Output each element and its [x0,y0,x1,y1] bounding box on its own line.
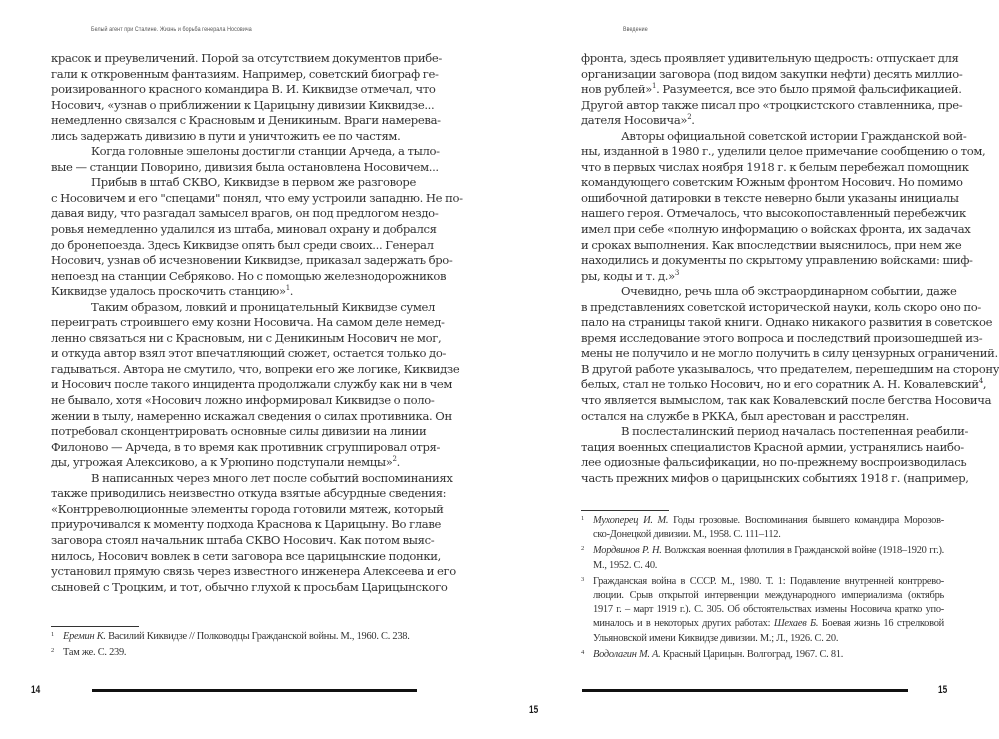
line-text: находились и документы по скрытому управлению войсками: шиф- [581,253,973,268]
text-line [51,206,439,222]
text-line [51,564,456,580]
footnote [51,646,416,660]
footer-rule-left [92,689,417,692]
line-text: нилось, Носович вовлек в сети заговора все царицынские подонки, [51,548,442,563]
line-text: Носович, узнав об исчезновении Киквидзе, приказал задержать бро- [51,253,453,268]
footnote [581,544,944,572]
footnote-line [593,575,944,589]
footer-rule-right [582,689,908,692]
line-text: жении в тылу, намеренно искажал сведения о силах противника. Он [51,408,452,423]
text-line [581,51,959,67]
footnote-ref[interactable]: 1 [651,82,657,91]
text-line [51,455,416,471]
footnote-ref[interactable]: 1 [285,284,290,293]
line-text: немедленно связался с Красновым и Деникиным. Враги намерева- [51,113,441,128]
line-text: мены не получило и не могло получить в силу цензурных ограничений. [581,346,998,361]
footnote-line [593,514,944,528]
line-text: Другой автор также писал про «троцкистского ставленника, пре- [581,97,963,112]
text-line [51,268,447,285]
text-line [51,159,439,176]
line-text: ны, изданной в 1980 г., уделили целое примечание сообщению о том, [581,144,986,159]
line-tail: . [396,455,400,470]
line-text: белых, стал не только Носович, но и его соратник А. Н. Ковалевский [581,377,979,392]
text-line [581,439,964,456]
line-text: Прибыв в штаб СКВО, Киквидзе в первом же разговоре [91,175,416,190]
footnotes-right [581,514,944,664]
line-text: установил прямую связь через известного инженера Алексеева и его [51,564,456,579]
line-tail: . [289,284,294,299]
line-tail: . Разумеется, все это было прямой фальсификацией. [656,82,962,97]
line-text: Филоново — Арчеда, в то время как противник сгруппировал отря- [51,439,441,454]
text-line [581,299,982,316]
line-text: ошибочной датировки в тексте неверно были указаны инициалы [581,190,959,205]
line-text: организации заговора (под видом закупки нефти) десять миллио- [581,66,963,81]
text-line [581,97,963,114]
line-text: Когда головные эшелоны достигли станции Арчеда, а тыло- [91,144,440,159]
text-line [581,113,944,129]
line-text: роизированного красного командира В. И. Киквидзе отмечал, что [51,82,436,97]
line-text: В другой работе указывалось, что предателем, перешедшим на сторону [581,361,999,376]
line-text: ровья немедленно удалился из штаба, миновал охрану и добрался [51,222,437,237]
footnote-number: 2 [51,647,54,655]
text-line [51,517,442,533]
text-line [581,237,962,254]
footnote-ref[interactable]: 3 [674,268,679,277]
footnote-text: Боевая жизнь 16 стрелковой [818,618,944,630]
text-line [51,501,444,518]
line-text: «Контрреволюционные элементы города готовили мятеж, который [51,501,444,516]
line-text: и сроках выполнения. Как впоследствии выяснилось, при нем же [581,237,962,252]
footnote-line [593,603,944,617]
body-text-right [581,51,999,486]
line-text: пало на страницы такой книги. Однако никакого развития в советское [581,315,993,330]
line-text: давая виду, что разгадал замысел врагов, он под предлогом нездо- [51,206,439,221]
page-number-right: 15 [938,684,948,696]
running-head-left: Белый агент при Сталине. Жизнь и борьба генерала Носовича [91,26,252,33]
footnote-line [593,648,944,662]
line-text: остался на службе в РККА, был арестован и расстрелян. [581,408,909,423]
text-line [581,206,966,222]
text-line [51,548,442,565]
footnote-text: Ульяновской имени Киквидзе дивизии. М.; Л., 1926. С. 20. [593,632,839,644]
line-text: лись задержать дивизию в пути и уничтожить ее по частям. [51,128,401,143]
text-line [581,222,971,238]
line-text: В написанных через много лет после событий воспоминаниях [91,470,453,485]
text-line [581,361,999,378]
line-tail: , [982,377,987,392]
text-line [581,144,986,160]
footnote-author: Мухоперец И. М. [593,515,669,526]
footnote-text: люции. Срыв открытой интервенции международного империализма (октябрь [593,589,944,601]
footnote-text: Красный Царицын. Волгоград, 1967. С. 81. [660,648,844,660]
line-text: с Носовичем и его "спецами" понял, что ему устроили западню. Не по- [51,190,463,205]
line-text: дателя Носовича» [581,113,688,128]
footnote-author: Мордвинов Р. Н. [593,545,662,557]
footnote-line [593,617,944,631]
footnote-text: миналось и в некоторых других работах: [593,618,774,630]
text-line [581,409,944,425]
text-line [51,82,436,98]
text-line [51,315,445,331]
line-text: что является вымыслом, так как Ковалевский после бегства Носовича [581,393,992,408]
footnote-author: Еремин К. [63,631,106,642]
text-line [581,66,963,83]
line-text: нашего героя. Отмечалось, что высокопоставленный перебежчик [581,206,966,221]
footnote-line [593,528,944,542]
line-text: что в первых числах ноября 1918 г. к белым перебежал помощник [581,159,969,174]
text-line [581,346,998,362]
viewer-page-indicator: 15 [529,704,539,716]
footnote-rule-right [581,510,669,511]
text-line [581,175,963,191]
footnote [581,514,944,542]
text-line [51,113,441,129]
footnote-text: Василий Киквидзе // Полководцы Гражданской войны. М., 1960. С. 238. [105,631,410,642]
footnote-line [593,632,944,646]
text-line [51,253,453,269]
text-line [51,175,416,191]
body-text-left [51,51,463,595]
line-text: гадываться. Автора не смутило, что, вопреки его же логике, Киквидзе [51,361,460,376]
text-line [51,284,416,300]
text-line [51,97,435,114]
line-text: лее одиозные фальсификации, но по-прежнему воспроизводилась [581,455,967,470]
text-line [51,439,441,456]
line-text: и откуда автор взял этот впечатляющий сюжет, остается только до- [51,346,447,361]
line-text: Носович, «узнав о приближении к Царицыну дивизии Киквидзе... [51,97,435,112]
line-text: имел при себе «полную информацию о войсках фронта, их задачах [581,222,971,237]
text-line [51,299,436,316]
footnote-text: Волжская военная флотилия в Гражданской войне (1918–1920 гг.). [661,545,944,557]
text-line [581,190,959,207]
line-text: и Носович после такого инцидента продолжали службу как ни в чем [51,377,453,392]
text-line [51,144,440,160]
line-text: красок и преувеличений. Порой за отсутствием документов прибе- [51,51,442,65]
text-line [581,455,967,471]
text-line [581,470,969,487]
text-line [581,424,969,440]
footnotes-left [51,630,416,662]
line-text: ленно связаться ни с Красновым, ни с Деникиным Носович не мог, [51,330,442,345]
footnote-text: 1917 г. – март 1919 г.). С. 305. Об обстоятельствах измены Носовича кратко упо- [593,604,944,616]
text-line [581,159,969,176]
line-text: приурочивался к моменту подхода Краснова к Царицыну. Во главе [51,517,442,532]
line-text: потребовал сконцентрировать основные силы дивизии на линии [51,424,427,439]
footnote-line [593,559,944,573]
line-text: фронта, здесь проявляет удивительную щедрость: отпускает для [581,51,959,65]
footnote-rule-left [51,626,139,627]
line-text: Киквидзе удалось проскочить станцию» [51,284,286,299]
line-text: ры, коды и т. д.» [581,268,675,283]
text-line [51,408,452,425]
line-text: нов рублей» [581,82,652,97]
footnote [581,648,944,662]
footnote-number: 3 [581,575,584,583]
running-head-right: Введение [623,26,648,33]
line-text: Авторы официальной советской истории Гражданской вой- [621,128,967,143]
footnote-number: 1 [581,515,584,522]
line-text: часть прежних мифов о царицынских событиях 1918 г. (например, [581,470,969,485]
text-line [581,128,967,145]
line-text: Очевидно, речь шла об экстраординарном событии, даже [621,284,957,299]
text-line [51,486,447,502]
text-line [51,377,453,393]
line-text: также приводились неизвестно откуда взятые абсурдные сведения: [51,486,447,501]
footnote-text: Там же. С. 239. [63,647,127,659]
text-line [581,269,944,285]
footnote [581,575,944,646]
text-line [581,284,957,300]
text-line [51,361,460,378]
text-line [581,253,973,269]
text-line [51,237,434,254]
text-line [581,377,987,393]
line-text: в представлениях советской исторической науки, коль скоро оно по- [581,299,982,314]
text-line [581,330,983,347]
text-line [581,82,962,98]
text-line [51,470,453,487]
footnote-text: Гражданская война в СССР. М., 1980. Т. 1: Подавление внутренней контррево- [593,575,944,587]
footnote-author: Водолагин М. А. [593,648,661,660]
page-number-left: 14 [31,684,41,696]
text-line [51,532,435,549]
text-line [51,51,442,67]
footnote-number: 2 [581,545,584,553]
footnote-ref[interactable]: 4 [978,377,983,386]
footnote-author: Шехаев Б. [773,618,819,630]
text-line [51,579,448,596]
footnote-number: 1 [51,631,54,638]
line-text: непоезд на станции Себряково. Но с помощью железнодорожников [51,268,447,283]
text-line [51,66,439,83]
footnote-line [593,544,944,558]
line-text: время исследование этого вопроса и последствий произошедшей из- [581,330,983,345]
text-line [51,190,463,207]
footnote-text: ско-Донецкой дивизии. М., 1958. С. 111–112. [593,529,781,541]
line-text: до бронепоезда. Здесь Киквидзе опять был среди своих... Генерал [51,237,434,252]
text-line [51,346,447,362]
text-line [51,222,437,238]
line-text: В послесталинский период началась постепенная реабили- [621,424,969,439]
text-line [581,393,992,409]
footnote-ref[interactable]: 2 [687,113,692,122]
line-text: переиграть строившего ему козни Носовича. На самом деле немед- [51,315,445,330]
line-text: гали к откровенным фантазиям. Например, советский биограф ге- [51,66,439,81]
right-page [500,0,999,739]
line-tail: . [691,113,695,128]
footnote-text: М., 1952. С. 40. [593,559,658,571]
line-text: вые — станции Поворино, дивизия была остановлена Носовичем... [51,159,439,174]
footnote-ref[interactable]: 2 [392,455,397,464]
footnote-text: Годы грозовые. Воспоминания бывшего командира Морозов- [668,515,944,526]
text-line [51,330,442,347]
footnote [51,630,416,644]
line-text: заговора стоял начальник штаба СКВО Носович. Как потом выяс- [51,532,435,547]
text-line [581,315,993,331]
text-line [51,393,435,409]
line-text: не бывало, хотя «Носович ложно информировал Киквидзе о поло- [51,393,435,408]
line-text: сыновей с Троцким, и тот, обычно глухой к просьбам Царицынского [51,579,448,594]
line-text: ды, угрожая Алексиково, а к Урюпино подступали немцы» [51,455,393,470]
footnote-number: 4 [581,648,584,656]
line-text: командующего советским Южным фронтом Носович. Но помимо [581,175,963,190]
line-text: тация военных специалистов Красной армии, устранялись наибо- [581,439,964,454]
text-line [51,424,427,440]
line-text: Таким образом, ловкий и проницательный Киквидзе сумел [91,299,436,314]
text-line [51,129,416,145]
footnote-line [593,589,944,603]
